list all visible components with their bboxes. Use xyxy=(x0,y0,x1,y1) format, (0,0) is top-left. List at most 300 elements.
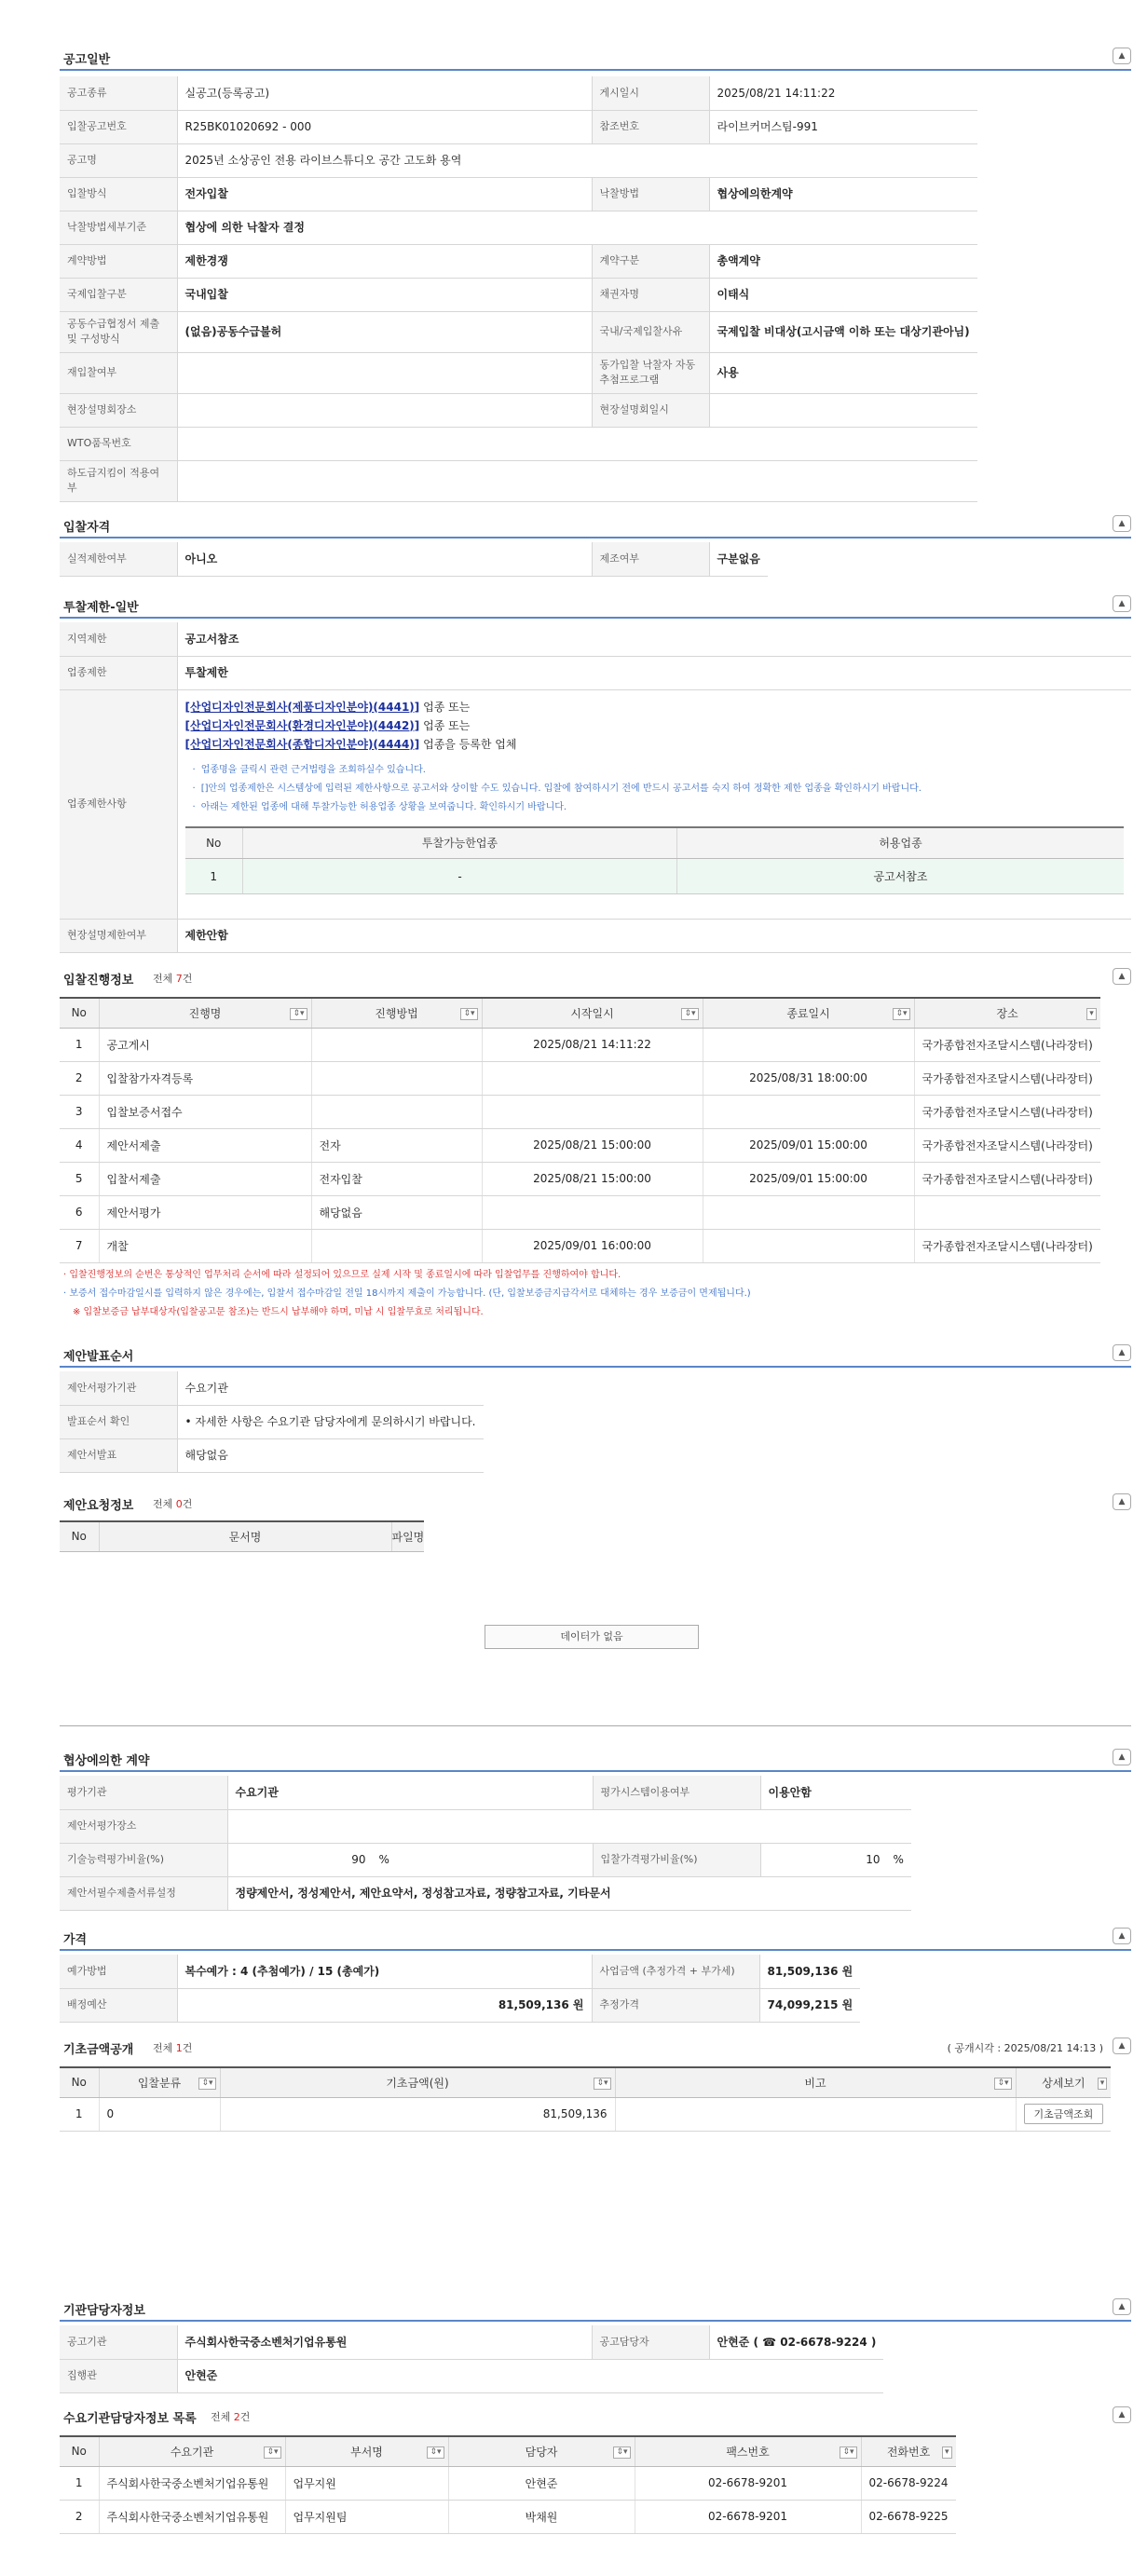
column-header[interactable]: 상세보기 ▾ xyxy=(1016,2067,1111,2097)
column-header: No xyxy=(60,998,99,1028)
section-title: 제안요청정보 xyxy=(63,1499,134,1513)
table-cell: - xyxy=(243,859,677,894)
table-cell: 안현준 xyxy=(448,2466,635,2500)
section-title: 공고일반 xyxy=(63,53,111,67)
row-value: 수요기관 xyxy=(177,1371,484,1405)
table-cell: 2025/08/21 15:00:00 xyxy=(482,1128,703,1162)
section-header xyxy=(60,963,1131,991)
info-row xyxy=(60,1776,911,1809)
progress-table xyxy=(60,997,1100,1263)
table-cell: 입찰서제출 xyxy=(99,1162,311,1195)
section-header xyxy=(60,43,1131,71)
row-label: 현장설명회장소 xyxy=(60,393,177,427)
table-row xyxy=(60,2097,1111,2131)
section-header xyxy=(60,2402,1131,2430)
chevron-up-icon[interactable]: ▲ xyxy=(1113,2298,1131,2315)
table-cell: 업무지원팀 xyxy=(285,2500,448,2533)
column-header[interactable]: 팩스번호 ⇕▾ xyxy=(635,2436,861,2466)
row-value: 협상에 의한 낙찰자 결정 xyxy=(177,211,977,244)
row-value: 아니오 xyxy=(177,542,592,576)
table-cell: 해당없음 xyxy=(311,1195,482,1229)
row-label: WTO품목번호 xyxy=(60,427,177,460)
row-value: 협상에의한계약 xyxy=(709,177,977,211)
sort-icon[interactable]: ⇕▾ xyxy=(840,2447,856,2459)
row-label: 평가기관 xyxy=(60,1776,227,1809)
row-label: 현장설명제한여부 xyxy=(60,919,177,952)
bullet-icon: · xyxy=(192,764,196,775)
qualification-section xyxy=(60,511,1131,581)
table-cell: 02-6678-9224 xyxy=(861,2466,956,2500)
presentation-section xyxy=(60,1340,1131,1474)
sort-icon[interactable]: ⇕▾ xyxy=(290,1008,307,1020)
table-cell: 3 xyxy=(60,1095,99,1128)
row-value: 국제입찰 비대상(고시금액 이하 또는 대상기관아님) xyxy=(709,311,977,352)
info-row xyxy=(60,460,977,501)
bullet-icon: · xyxy=(192,783,196,794)
chevron-up-icon[interactable]: ▲ xyxy=(1113,1493,1131,1510)
negotiation-table xyxy=(60,1776,911,1911)
note-text: 업종명을 클릭시 관련 근거법령을 조회하실수 있습니다. xyxy=(200,764,426,775)
row-label: 실적제한여부 xyxy=(60,542,177,576)
column-header: No xyxy=(60,2436,99,2466)
info-row xyxy=(60,1876,911,1910)
allowed-industry-table xyxy=(185,826,1125,895)
table-cell: 6 xyxy=(60,1195,99,1229)
row-value: 수요기관 xyxy=(227,1776,593,1809)
table-cell: 2025/08/31 18:00:00 xyxy=(703,1061,914,1095)
section-header xyxy=(60,2033,1131,2061)
section-title: 기초금액공개 xyxy=(63,2043,134,2057)
row-label: 참조번호 xyxy=(592,110,709,143)
row-value: 총액계약 xyxy=(709,244,977,278)
bid-limit-section xyxy=(60,591,1131,956)
table-cell: 02-6678-9201 xyxy=(635,2500,861,2533)
info-row xyxy=(60,244,977,278)
chevron-up-icon[interactable]: ▲ xyxy=(1113,2038,1131,2054)
presentation-table xyxy=(60,1371,484,1473)
table-cell xyxy=(703,1229,914,1262)
row-value: 74,099,215 원 xyxy=(759,1988,860,2022)
sort-icon[interactable]: ⇕▾ xyxy=(893,1008,909,1020)
chevron-up-icon[interactable]: ▲ xyxy=(1113,968,1131,985)
table-cell: 국가종합전자조달시스템(나라장터) xyxy=(914,1128,1100,1162)
table-cell: 입찰참가자격등록 xyxy=(99,1061,311,1095)
table-row xyxy=(60,2500,956,2533)
info-row xyxy=(60,110,977,143)
industry-link[interactable]: [산업디자인전문회사(제품디자인분야)(4441)] xyxy=(184,700,420,714)
row-value: 10 % xyxy=(760,1843,911,1876)
table-cell xyxy=(703,1095,914,1128)
table-cell: 제안서평가 xyxy=(99,1195,311,1229)
table-cell: 02-6678-9225 xyxy=(861,2500,956,2533)
info-row xyxy=(60,177,977,211)
chevron-up-icon[interactable]: ▲ xyxy=(1113,1344,1131,1361)
table-cell: 주식회사한국중소벤처기업유통원 xyxy=(99,2500,285,2533)
info-row xyxy=(60,1843,911,1876)
public-time: ( 공개시각 : 2025/08/21 14:13 ) xyxy=(947,2042,1103,2054)
info-row xyxy=(60,278,977,311)
table-cell xyxy=(482,1061,703,1095)
row-label: 하도급지킴이 적용여부 xyxy=(60,460,177,501)
table-cell: 2025/08/21 15:00:00 xyxy=(482,1162,703,1195)
empty-data-message: 데이터가 없음 xyxy=(485,1625,699,1649)
section-header xyxy=(60,2294,1131,2322)
section-header xyxy=(60,1744,1131,1772)
sort-icon[interactable]: ⇕▾ xyxy=(994,2078,1011,2090)
column-header[interactable]: 기초금액(원) ⇕▾ xyxy=(220,2067,615,2097)
row-label: 지역제한 xyxy=(60,622,177,656)
row-value xyxy=(177,427,977,460)
table-cell: 개찰 xyxy=(99,1229,311,1262)
row-label: 예가방법 xyxy=(60,1955,177,1988)
column-header: 문서명 xyxy=(99,1521,391,1551)
column-header[interactable]: 전화번호 ▾ xyxy=(861,2436,956,2466)
request-table xyxy=(60,1520,424,1552)
table-row xyxy=(60,1095,1100,1128)
row-label: 평가시스템이용여부 xyxy=(593,1776,760,1809)
row-value: 2025/08/21 14:11:22 xyxy=(709,76,977,110)
info-row xyxy=(60,76,977,110)
row-label: 낙찰방법 xyxy=(592,177,709,211)
table-cell: 공고게시 xyxy=(99,1028,311,1061)
industry-line xyxy=(185,698,1125,716)
info-row xyxy=(60,311,977,352)
info-row xyxy=(60,211,977,244)
info-row xyxy=(60,143,977,177)
industry-line xyxy=(185,716,1125,735)
row-label: 낙찰방법세부기준 xyxy=(60,211,177,244)
row-value: 이용안함 xyxy=(760,1776,911,1809)
row-value: 81,509,136 원 xyxy=(759,1955,860,1988)
row-label: 공고기관 xyxy=(60,2325,177,2359)
table-row xyxy=(60,1061,1100,1095)
table-cell: 7 xyxy=(60,1229,99,1262)
column-header[interactable]: 종료일시 ⇕▾ xyxy=(703,998,914,1028)
section-header xyxy=(60,1340,1131,1368)
table-cell xyxy=(311,1095,482,1128)
row-label: 공고종류 xyxy=(60,76,177,110)
row-value: 복수예가 : 4 (추첨예가) / 15 (총예가) xyxy=(177,1955,592,1988)
row-label: 계약구분 xyxy=(592,244,709,278)
column-header[interactable]: 담당자 ⇕▾ xyxy=(448,2436,635,2466)
chevron-up-icon[interactable]: ▲ xyxy=(1113,1749,1131,1765)
sort-icon[interactable]: ⇕▾ xyxy=(264,2447,280,2459)
row-label: 배정예산 xyxy=(60,1988,177,2022)
row-value: 안현준 xyxy=(177,2359,883,2392)
section-title: 기관담당자정보 xyxy=(63,2304,145,2318)
section-title: 입찰진행정보 xyxy=(63,974,134,988)
industry-lines xyxy=(185,698,1125,754)
row-label: 발표순서 확인 xyxy=(60,1405,177,1438)
table-row xyxy=(60,1128,1100,1162)
row-value: (없음)공동수급불허 xyxy=(177,311,592,352)
sort-icon[interactable]: ⇕▾ xyxy=(681,1008,698,1020)
column-header[interactable]: 진행방법 ⇕▾ xyxy=(311,998,482,1028)
row-value: 제한경쟁 xyxy=(177,244,592,278)
info-row xyxy=(60,352,977,393)
table-cell: 전자입찰 xyxy=(311,1162,482,1195)
row-value: 안현준 ( ☎ 02-6678-9224 ) xyxy=(709,2325,883,2359)
demand-contact-table xyxy=(60,2435,956,2534)
column-header: No xyxy=(60,2067,99,2097)
column-header: 허용업종 xyxy=(677,827,1125,859)
table-cell: 국가종합전자조달시스템(나라장터) xyxy=(914,1162,1100,1195)
row-value: 주식회사한국중소벤처기업유통원 xyxy=(177,2325,592,2359)
base-amount-lookup-button[interactable]: 기초금액조회 xyxy=(1024,2104,1104,2124)
negotiation-section xyxy=(60,1744,1131,1906)
sort-icon[interactable]: ⇕▾ xyxy=(594,2078,610,2090)
table-cell xyxy=(482,1195,703,1229)
column-header[interactable]: 부서명 ⇕▾ xyxy=(285,2436,448,2466)
chevron-up-icon[interactable]: ▲ xyxy=(1113,2406,1131,2423)
table-cell xyxy=(615,2097,1016,2131)
industry-link[interactable]: [산업디자인전문회사(종합디자인분야)(4444)] xyxy=(184,737,420,751)
industry-line-tail: 업종 또는 xyxy=(419,718,471,732)
table-cell xyxy=(482,1095,703,1128)
row-value: 사용 xyxy=(709,352,977,393)
column-header: 파일명 xyxy=(391,1521,424,1551)
industry-notes xyxy=(185,761,1125,817)
row-label: 제조여부 xyxy=(592,542,709,576)
row-label: 게시일시 xyxy=(592,76,709,110)
column-header: 투찰가능한업종 xyxy=(243,827,677,859)
table-cell: 국가종합전자조달시스템(나라장터) xyxy=(914,1061,1100,1095)
sort-icon[interactable]: ▾ xyxy=(1098,2078,1108,2090)
row-label: 기술능력평가비율(%) xyxy=(60,1843,227,1876)
table-cell: 2 xyxy=(60,1061,99,1095)
row-value: R25BK01020692 - 000 xyxy=(177,110,592,143)
section-header xyxy=(60,591,1131,619)
row-value xyxy=(227,1809,911,1843)
row-label: 업종제한사항 xyxy=(60,689,177,919)
info-row xyxy=(60,1405,484,1438)
info-row xyxy=(60,393,977,427)
sort-icon[interactable]: ⇕▾ xyxy=(613,2447,630,2459)
table-cell: 주식회사한국중소벤처기업유통원 xyxy=(99,2466,285,2500)
bullet-icon: · xyxy=(192,801,196,812)
section-title: 투찰제한-일반 xyxy=(63,601,139,615)
row-label: 입찰공고번호 xyxy=(60,110,177,143)
row-label: 채권자명 xyxy=(592,278,709,311)
table-cell: 전자 xyxy=(311,1128,482,1162)
industry-line-tail: 업종을 등록한 업체 xyxy=(419,737,517,751)
sort-icon[interactable]: ▾ xyxy=(1086,1008,1097,1020)
info-row xyxy=(60,1955,860,1988)
section-title: 협상에의한 계약 xyxy=(63,1754,150,1768)
industry-line-tail: 업종 또는 xyxy=(419,700,471,714)
row-value: 제한안함 xyxy=(177,919,1131,952)
row-label: 제안서평가장소 xyxy=(60,1809,227,1843)
table-cell: 국가종합전자조달시스템(나라장터) xyxy=(914,1028,1100,1061)
info-row xyxy=(60,427,977,460)
section-header xyxy=(60,1489,1131,1517)
sort-icon[interactable]: ▾ xyxy=(942,2447,952,2459)
table-cell: 2025/08/21 14:11:22 xyxy=(482,1028,703,1061)
table-cell xyxy=(1016,2097,1111,2131)
table-cell: 5 xyxy=(60,1162,99,1195)
qualification-table xyxy=(60,542,768,577)
table-row xyxy=(60,1162,1100,1195)
table-cell: 국가종합전자조달시스템(나라장터) xyxy=(914,1229,1100,1262)
contact-section xyxy=(60,2294,1131,2396)
table-cell xyxy=(914,1195,1100,1229)
general-table xyxy=(60,76,977,502)
row-label: 사업금액 (추정가격 + 부가세) xyxy=(592,1955,759,1988)
total-count: 전체 1건 xyxy=(153,2042,193,2054)
table-cell: 02-6678-9201 xyxy=(635,2466,861,2500)
row-label: 공고담당자 xyxy=(592,2325,709,2359)
row-label: 제안서필수제출서류설정 xyxy=(60,1876,227,1910)
row-label: 제안서발표 xyxy=(60,1438,177,1472)
section-header xyxy=(60,511,1131,538)
table-cell: 업무지원 xyxy=(285,2466,448,2500)
industry-limit-detail xyxy=(177,689,1131,919)
note-text: 아래는 제한된 업종에 대해 투찰가능한 허용업종 상황을 보여줍니다. 확인하시기 바랍니다. xyxy=(200,801,567,812)
note-text: []안의 업종제한은 시스템상에 입력된 제한사항으로 공고서와 상이할 수도 있습니다. 입찰에 참여하시기 전에 반드시 공고서를 숙지 하여 정확한 제한 업종을 확인하시기 바랍니다. xyxy=(200,783,922,794)
row-label: 입찰가격평가비율(%) xyxy=(593,1843,760,1876)
chevron-up-icon[interactable]: ▲ xyxy=(1113,48,1131,64)
table-cell xyxy=(311,1229,482,1262)
table-row xyxy=(60,1028,1100,1061)
contact-table xyxy=(60,2325,883,2393)
row-label: 동가입찰 낙찰자 자동추첨프로그램 xyxy=(592,352,709,393)
price-table xyxy=(60,1955,860,2023)
column-header[interactable]: 진행명 ⇕▾ xyxy=(99,998,311,1028)
industry-link[interactable]: [산업디자인전문회사(환경디자인분야)(4442)] xyxy=(184,718,420,732)
table-cell xyxy=(703,1028,914,1061)
column-header[interactable]: 장소 ▾ xyxy=(914,998,1100,1028)
row-value xyxy=(177,460,977,501)
table-cell: 2025/09/01 15:00:00 xyxy=(703,1128,914,1162)
row-value: 전자입찰 xyxy=(177,177,592,211)
progress-section xyxy=(60,963,1131,1336)
row-value: 해당없음 xyxy=(177,1438,484,1472)
demand-contact-section xyxy=(60,2402,1131,2542)
table-cell: 1 xyxy=(60,2466,99,2500)
table-cell: 입찰보증서접수 xyxy=(99,1095,311,1128)
row-value: 이태식 xyxy=(709,278,977,311)
row-value: 정량제안서, 정성제안서, 제안요약서, 정성참고자료, 정량참고자료, 기타문서 xyxy=(227,1876,911,1910)
sort-icon[interactable]: ⇕▾ xyxy=(427,2447,444,2459)
sort-icon[interactable]: ⇕▾ xyxy=(460,1008,477,1020)
row-label: 입찰방식 xyxy=(60,177,177,211)
section-title: 가격 xyxy=(63,1933,88,1947)
chevron-up-icon[interactable]: ▲ xyxy=(1113,595,1131,612)
industry-line xyxy=(185,735,1125,754)
row-label: 추정가격 xyxy=(592,1988,759,2022)
row-value: 구분없음 xyxy=(709,542,768,576)
row-value: • 자세한 사항은 수요기관 담당자에게 문의하시기 바랍니다. xyxy=(177,1405,484,1438)
table-cell xyxy=(311,1061,482,1095)
table-cell: 1 xyxy=(185,859,243,894)
table-cell: 공고서참조 xyxy=(677,859,1125,894)
request-section xyxy=(60,1489,1131,1712)
table-row xyxy=(185,859,1125,894)
table-cell: 81,509,136 xyxy=(220,2097,615,2131)
total-count: 전체 2건 xyxy=(211,2411,251,2423)
chevron-up-icon[interactable]: ▲ xyxy=(1113,515,1131,532)
row-value xyxy=(177,352,592,393)
divider xyxy=(60,1725,1131,1726)
row-label: 공고명 xyxy=(60,143,177,177)
note-line: ※ 입찰보증금 납부대상자(입찰공고문 참조)는 반드시 납부해야 하며, 미납 시 입찰무효로 처리됩니다. xyxy=(73,1307,484,1317)
table-row xyxy=(60,1195,1100,1229)
row-value: 90 % xyxy=(227,1843,593,1876)
row-label: 공동수급협정서 제출 및 구성방식 xyxy=(60,311,177,352)
row-value: 실공고(등록공고) xyxy=(177,76,592,110)
row-label: 재입찰여부 xyxy=(60,352,177,393)
base-amount-table xyxy=(60,2066,1111,2132)
base-amount-section xyxy=(60,2033,1131,2135)
table-cell xyxy=(703,1195,914,1229)
column-header: No xyxy=(185,827,243,859)
note-line xyxy=(185,761,1125,780)
note-line xyxy=(185,780,1125,798)
table-cell: 4 xyxy=(60,1128,99,1162)
table-cell: 1 xyxy=(60,1028,99,1061)
table-cell: 1 xyxy=(60,2097,99,2131)
column-header[interactable]: 비고 ⇕▾ xyxy=(615,2067,1016,2097)
column-header[interactable]: 입찰분류 ⇕▾ xyxy=(99,2067,220,2097)
table-cell: 2025/09/01 15:00:00 xyxy=(703,1162,914,1195)
row-label: 업종제한 xyxy=(60,656,177,689)
table-cell: 2025/09/01 16:00:00 xyxy=(482,1229,703,1262)
note-line xyxy=(185,798,1125,817)
table-cell: 박채원 xyxy=(448,2500,635,2533)
info-row xyxy=(60,1988,860,2022)
info-row xyxy=(60,1371,484,1405)
row-label: 국제입찰구분 xyxy=(60,278,177,311)
row-label: 제안서평가기관 xyxy=(60,1371,177,1405)
section-title: 입찰자격 xyxy=(63,521,111,535)
row-value: 투찰제한 xyxy=(177,656,1131,689)
section-title: 수요기관담당자정보 목록 xyxy=(63,2412,197,2426)
row-value: 라이브커머스팀-991 xyxy=(709,110,977,143)
table-row xyxy=(60,1229,1100,1262)
note-line: · 입찰진행정보의 순번은 통상적인 업무처리 순서에 따라 설정되어 있으므로 실제 시작 및 종료일시에 따라 입찰업무를 진행하여야 합니다. xyxy=(63,1270,621,1280)
row-label: 현장설명회일시 xyxy=(592,393,709,427)
bid-limit-table xyxy=(60,622,1131,953)
price-section xyxy=(60,1923,1131,2024)
table-cell: 0 xyxy=(99,2097,220,2131)
info-row xyxy=(60,1438,484,1472)
column-header[interactable]: 시작일시 ⇕▾ xyxy=(482,998,703,1028)
table-cell: 2 xyxy=(60,2500,99,2533)
table-cell: 국가종합전자조달시스템(나라장터) xyxy=(914,1095,1100,1128)
column-header[interactable]: 수요기관 ⇕▾ xyxy=(99,2436,285,2466)
table-cell: 제안서제출 xyxy=(99,1128,311,1162)
total-count: 전체 7건 xyxy=(153,973,193,985)
row-value: 국내입찰 xyxy=(177,278,592,311)
row-value xyxy=(177,393,592,427)
row-value xyxy=(709,393,977,427)
table-cell xyxy=(311,1028,482,1061)
note-line: · 보증서 접수마감일시를 입력하지 않은 경우에는, 입찰서 접수마감일 전일 18시까지 제출이 가능합니다. (단, 입찰보증금지급각서로 대체하는 경우 보증금이 면제됩니다.) xyxy=(63,1288,751,1299)
chevron-up-icon[interactable]: ▲ xyxy=(1113,1928,1131,1944)
general-section xyxy=(60,43,1131,494)
total-count: 전체 0건 xyxy=(153,1498,193,1510)
sort-icon[interactable]: ⇕▾ xyxy=(198,2078,215,2090)
row-value: 2025년 소상공인 전용 라이브스튜디오 공간 고도화 용역 xyxy=(177,143,977,177)
row-label: 계약방법 xyxy=(60,244,177,278)
section-header xyxy=(60,1923,1131,1951)
info-row xyxy=(60,1809,911,1843)
row-value: 81,509,136 원 xyxy=(177,1988,592,2022)
row-label: 국내/국제입찰사유 xyxy=(592,311,709,352)
row-value: 공고서참조 xyxy=(177,622,1131,656)
table-row xyxy=(60,2466,956,2500)
progress-notes xyxy=(60,1266,751,1322)
